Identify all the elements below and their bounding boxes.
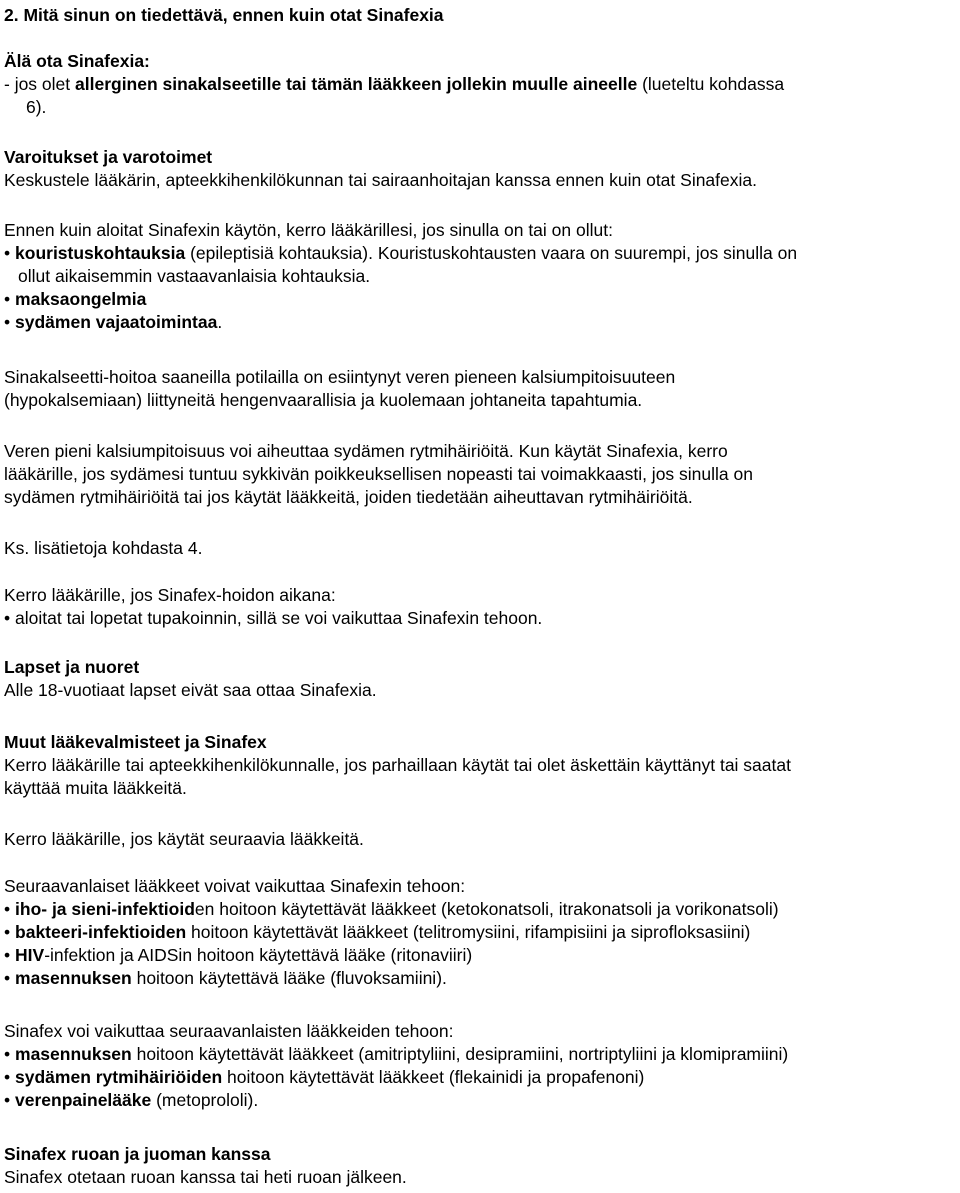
- bullet-icon: •: [4, 608, 11, 628]
- list-item: • aloitat tai lopetat tupakoinnin, sillä se voi vaikuttaa Sinafexin tehoon.: [4, 608, 543, 628]
- bullet-icon: •: [4, 289, 11, 309]
- list-item: • bakteeri-infektioiden hoitoon käytettävät lääkkeet (telitromysiini, rifampisiini ja siprofloksasiini): [4, 922, 751, 942]
- bullet-icon: •: [4, 922, 11, 942]
- list-item: • masennuksen hoitoon käytettävä lääke (fluvoksamiini).: [4, 968, 447, 988]
- smoking-section: [4, 584, 542, 630]
- list-item: • verenpainelääke (metoprololi).: [4, 1090, 259, 1110]
- list-item: • sydämen vajaatoimintaa.: [4, 312, 223, 332]
- text-line: (hypokalsemiaan) liittyneitä hengenvaarallisia ja kuolemaan johtaneita tapahtumia.: [4, 390, 643, 410]
- text-line: Kerro lääkärille tai apteekkihenkilökunnalle, jos parhaillaan käytät tai olet äskettäin käyttänyt tai saatat: [4, 755, 791, 775]
- affecting-intro: Seuraavanlaiset lääkkeet voivat vaikuttaa Sinafexin tehoon:: [4, 876, 466, 896]
- children-text: Alle 18-vuotiaat lapset eivät saa ottaa Sinafexia.: [4, 680, 377, 700]
- affected-intro: Sinafex voi vaikuttaa seuraavanlaisten lääkkeiden tehoon:: [4, 1021, 454, 1041]
- other-meds-heading: Muut lääkevalmisteet ja Sinafex: [4, 732, 267, 752]
- bullet-icon: •: [4, 899, 11, 919]
- section-title: 2. Mitä sinun on tiedettävä, ennen kuin otat Sinafexia: [4, 5, 444, 25]
- dont-take-heading: Älä ota Sinafexia:: [4, 51, 150, 71]
- warnings-text: Keskustele lääkärin, apteekkihenkilökunnan tai sairaanhoitajan kanssa ennen kuin otat Sinafexia.: [4, 170, 757, 190]
- text-line: Veren pieni kalsiumpitoisuus voi aiheuttaa sydämen rytmihäiriöitä. Kun käytät Sinafexia, kerro: [4, 441, 728, 461]
- list-item: • kouristuskohtauksia (epileptisiä kohtauksia). Kouristuskohtausten vaara on suurempi, jos sinulla on: [4, 243, 798, 263]
- arrhythmia-paragraph: [4, 440, 753, 509]
- bullet-icon: •: [4, 1044, 11, 1064]
- children-section: [4, 656, 377, 702]
- list-item: • masennuksen hoitoon käytettävät lääkkeet (amitriptyliini, desipramiini, nortriptyliini ja klomipramiini): [4, 1044, 789, 1064]
- bullet-icon: •: [4, 968, 11, 988]
- warnings-intro: Ennen kuin aloitat Sinafexin käytön, kerro lääkärillesi, jos sinulla on tai on ollut:: [4, 220, 613, 240]
- list-item: • maksaongelmia: [4, 289, 147, 309]
- text-line: Sinakalseetti-hoitoa saaneilla potilailla on esiintynyt veren pieneen kalsiumpitoisuuteen: [4, 367, 676, 387]
- warnings-section: [4, 146, 757, 192]
- children-heading: Lapset ja nuoret: [4, 657, 140, 677]
- bullet-icon: •: [4, 945, 11, 965]
- bullet-icon: •: [4, 1067, 11, 1087]
- text-line: lääkärille, jos sydämesi tuntuu sykkivän poikkeuksellisen nopeasti tai voimakkaasti, jos sinulla on: [4, 464, 753, 484]
- list-item: • HIV-infektion ja AIDSin hoitoon käytettävä lääke (ritonaviiri): [4, 945, 473, 965]
- list-item-cont: ollut aikaisemmin vastaavanlaisia kohtauksia.: [18, 266, 371, 286]
- other-meds-tell-doctor: Kerro lääkärille, jos käytät seuraavia lääkkeitä.: [4, 829, 364, 849]
- affected-meds-section: [4, 1020, 788, 1112]
- warnings-list-section: [4, 219, 797, 334]
- smoking-intro: Kerro lääkärille, jos Sinafex-hoidon aikana:: [4, 585, 336, 605]
- dont-take-item: - jos olet allerginen sinakalseetille tai tämän lääkkeen jollekin muulle aineelle (lueteltu kohdassa: [4, 74, 785, 94]
- dont-take-item-cont: 6).: [26, 97, 47, 117]
- food-text: Sinafex otetaan ruoan kanssa tai heti ruoan jälkeen.: [4, 1167, 407, 1187]
- bullet-icon: •: [4, 312, 11, 332]
- warnings-heading: Varoitukset ja varotoimet: [4, 147, 213, 167]
- hypocalcemia-paragraph: [4, 366, 675, 412]
- text-line: sydämen rytmihäiriöitä tai jos käytät lääkkeitä, joiden tiedetään aiheuttavan rytmihäiriöitä.: [4, 487, 693, 507]
- text-line: käyttää muita lääkkeitä.: [4, 778, 187, 798]
- see-section-4: Ks. lisätietoja kohdasta 4.: [4, 538, 203, 558]
- list-item: • sydämen rytmihäiriöiden hoitoon käytettävät lääkkeet (flekainidi ja propafenoni): [4, 1067, 645, 1087]
- other-meds-section: [4, 731, 791, 800]
- dont-take-section: [4, 50, 784, 119]
- list-item: • iho- ja sieni-infektioiden hoitoon käytettävät lääkkeet (ketokonatsoli, itrakonatsoli ja vorikonatsoli): [4, 899, 779, 919]
- affecting-meds-section: [4, 875, 779, 990]
- food-heading: Sinafex ruoan ja juoman kanssa: [4, 1144, 271, 1164]
- bullet-icon: •: [4, 1090, 11, 1110]
- bullet-icon: •: [4, 243, 11, 263]
- food-section: [4, 1143, 407, 1189]
